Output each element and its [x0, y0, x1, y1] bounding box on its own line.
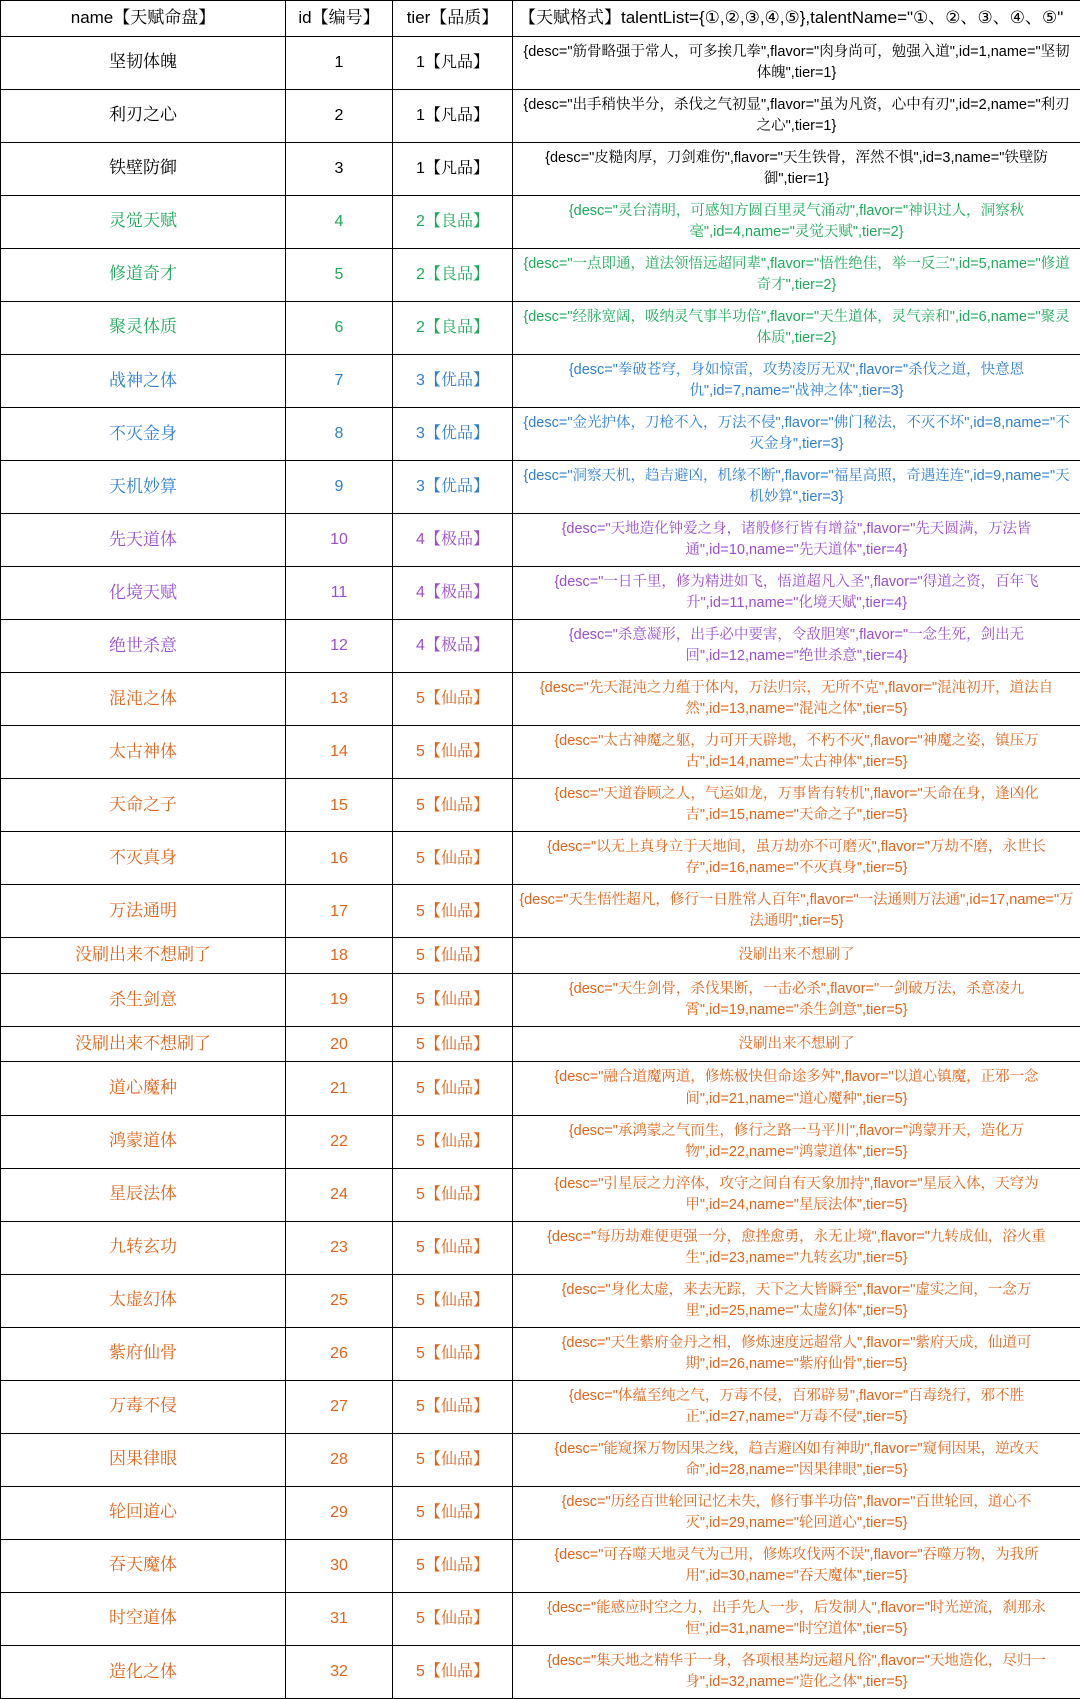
- cell-talent-tier: 5【仙品】: [393, 1026, 513, 1062]
- table-row: [1, 1380, 1080, 1433]
- cell-talent-name: 天命之子: [1, 779, 286, 832]
- table-row: [1, 513, 1080, 566]
- cell-talent-format: {desc="集天地之精华于一身，各项根基均远超凡俗",flavor="天地造化，尽归一身",id=32,name="造化之体",tier=5}: [513, 1645, 1080, 1698]
- cell-talent-tier: 5【仙品】: [393, 673, 513, 726]
- table-row: [1, 1486, 1080, 1539]
- cell-talent-tier: 5【仙品】: [393, 1592, 513, 1645]
- cell-talent-format: {desc="经脉宽阔，吸纳灵气事半功倍",flavor="天生道体，灵气亲和",id=6,name="聚灵体质",tier=2}: [513, 301, 1080, 354]
- cell-talent-tier: 5【仙品】: [393, 1062, 513, 1115]
- cell-talent-tier: 3【优品】: [393, 407, 513, 460]
- cell-talent-name: 战神之体: [1, 354, 286, 407]
- cell-talent-tier: 4【极品】: [393, 619, 513, 672]
- cell-talent-id: 28: [286, 1433, 393, 1486]
- cell-talent-id: 11: [286, 566, 393, 619]
- table-row: [1, 1115, 1080, 1168]
- cell-talent-format: {desc="灵台清明，可感知方圆百里灵气涌动",flavor="神识过人，洞察秋毫",id=4,name="灵觉天赋",tier=2}: [513, 195, 1080, 248]
- cell-talent-id: 10: [286, 513, 393, 566]
- cell-talent-tier: 5【仙品】: [393, 1486, 513, 1539]
- table-row: [1, 1592, 1080, 1645]
- cell-talent-id: 17: [286, 885, 393, 938]
- table-row: [1, 973, 1080, 1026]
- table-header: [1, 1, 1080, 37]
- cell-talent-name: 杀生剑意: [1, 973, 286, 1026]
- cell-talent-name: 混沌之体: [1, 673, 286, 726]
- cell-talent-id: 24: [286, 1168, 393, 1221]
- cell-talent-format: {desc="承鸿蒙之气而生，修行之路一马平川",flavor="鸿蒙开天，造化万物",id=22,name="鸿蒙道体",tier=5}: [513, 1115, 1080, 1168]
- cell-talent-name: 利刃之心: [1, 89, 286, 142]
- column-header-format: 【天赋格式】talentList={①,②,③,④,⑤},talentName="①、②、③、④、⑤": [513, 1, 1080, 37]
- table-row: [1, 354, 1080, 407]
- cell-talent-format: {desc="金光护体，刀枪不入，万法不侵",flavor="佛门秘法，不灭不坏",id=8,name="不灭金身",tier=3}: [513, 407, 1080, 460]
- cell-talent-format: {desc="皮糙肉厚，刀剑难伤",flavor="天生铁骨，浑然不惧",id=3,name="铁壁防御",tier=1}: [513, 142, 1080, 195]
- cell-talent-format: {desc="融合道魔两道，修炼极快但命途多舛",flavor="以道心镇魔，正邪一念间",id=21,name="道心魔种",tier=5}: [513, 1062, 1080, 1115]
- cell-talent-tier: 5【仙品】: [393, 779, 513, 832]
- column-header-tier: tier【品质】: [393, 1, 513, 37]
- cell-talent-tier: 5【仙品】: [393, 1115, 513, 1168]
- cell-talent-id: 1: [286, 36, 393, 89]
- cell-talent-id: 13: [286, 673, 393, 726]
- cell-talent-name: 造化之体: [1, 1645, 286, 1698]
- cell-talent-format: {desc="一点即通，道法领悟远超同辈",flavor="悟性绝佳，举一反三",id=5,name="修道奇才",tier=2}: [513, 248, 1080, 301]
- cell-talent-name: 鸿蒙道体: [1, 1115, 286, 1168]
- cell-talent-id: 30: [286, 1539, 393, 1592]
- cell-talent-name: 天机妙算: [1, 460, 286, 513]
- cell-talent-format: 没刷出来不想刷了: [513, 938, 1080, 974]
- table-body: [1, 36, 1080, 1698]
- cell-talent-format: {desc="天生悟性超凡，修行一日胜常人百年",flavor="一法通则万法通",id=17,name="万法通明",tier=5}: [513, 885, 1080, 938]
- cell-talent-format: {desc="可吞噬天地灵气为己用，修炼攻伐两不误",flavor="吞噬万物，为我所用",id=30,name="吞天魔体",tier=5}: [513, 1539, 1080, 1592]
- cell-talent-tier: 2【良品】: [393, 248, 513, 301]
- cell-talent-tier: 3【优品】: [393, 460, 513, 513]
- cell-talent-name: 铁壁防御: [1, 142, 286, 195]
- cell-talent-tier: 5【仙品】: [393, 726, 513, 779]
- cell-talent-tier: 2【良品】: [393, 195, 513, 248]
- cell-talent-id: 5: [286, 248, 393, 301]
- cell-talent-name: 因果律眼: [1, 1433, 286, 1486]
- table-row: [1, 142, 1080, 195]
- cell-talent-name: 太古神体: [1, 726, 286, 779]
- cell-talent-tier: 5【仙品】: [393, 973, 513, 1026]
- cell-talent-id: 27: [286, 1380, 393, 1433]
- table-row: [1, 89, 1080, 142]
- table-row: [1, 1539, 1080, 1592]
- cell-talent-tier: 4【极品】: [393, 566, 513, 619]
- cell-talent-id: 20: [286, 1026, 393, 1062]
- cell-talent-tier: 2【良品】: [393, 301, 513, 354]
- cell-talent-format: {desc="历经百世轮回记忆未失，修行事半功倍",flavor="百世轮回，道心不灭",id=29,name="轮回道心",tier=5}: [513, 1486, 1080, 1539]
- cell-talent-format: {desc="以无上真身立于天地间，虽万劫亦不可磨灭",flavor="万劫不磨，永世长存",id=16,name="不灭真身",tier=5}: [513, 832, 1080, 885]
- cell-talent-id: 4: [286, 195, 393, 248]
- cell-talent-tier: 5【仙品】: [393, 832, 513, 885]
- cell-talent-format: {desc="天生剑骨，杀伐果断，一击必杀",flavor="一剑破万法，杀意凌九霄",id=19,name="杀生剑意",tier=5}: [513, 973, 1080, 1026]
- cell-talent-id: 32: [286, 1645, 393, 1698]
- cell-talent-name: 万法通明: [1, 885, 286, 938]
- cell-talent-id: 2: [286, 89, 393, 142]
- cell-talent-format: {desc="体蕴至纯之气，万毒不侵，百邪辟易",flavor="百毒绕行，邪不胜正",id=27,name="万毒不侵",tier=5}: [513, 1380, 1080, 1433]
- table-row: [1, 1645, 1080, 1698]
- cell-talent-id: 12: [286, 619, 393, 672]
- cell-talent-name: 不灭金身: [1, 407, 286, 460]
- cell-talent-tier: 4【极品】: [393, 513, 513, 566]
- cell-talent-tier: 5【仙品】: [393, 1168, 513, 1221]
- table-row: [1, 460, 1080, 513]
- cell-talent-name: 万毒不侵: [1, 1380, 286, 1433]
- cell-talent-tier: 5【仙品】: [393, 1274, 513, 1327]
- cell-talent-format: {desc="能感应时空之力，出手先人一步，后发制人",flavor="时光逆流，刹那永恒",id=31,name="时空道体",tier=5}: [513, 1592, 1080, 1645]
- cell-talent-format: {desc="天道眷顾之人，气运如龙，万事皆有转机",flavor="天命在身，逢凶化吉",id=15,name="天命之子",tier=5}: [513, 779, 1080, 832]
- cell-talent-id: 22: [286, 1115, 393, 1168]
- column-header-id: id【编号】: [286, 1, 393, 37]
- cell-talent-id: 6: [286, 301, 393, 354]
- column-header-name: name【天赋命盘】: [1, 1, 286, 37]
- table-row: [1, 673, 1080, 726]
- cell-talent-id: 8: [286, 407, 393, 460]
- cell-talent-format: {desc="杀意凝形，出手必中要害，令敌胆寒",flavor="一念生死，剑出无回",id=12,name="绝世杀意",tier=4}: [513, 619, 1080, 672]
- table-row: [1, 726, 1080, 779]
- header-row: [1, 1, 1080, 37]
- cell-talent-format: {desc="筋骨略强于常人，可多挨几拳",flavor="肉身尚可，勉强入道",id=1,name="坚韧体魄",tier=1}: [513, 36, 1080, 89]
- table-row: [1, 1062, 1080, 1115]
- cell-talent-name: 九转玄功: [1, 1221, 286, 1274]
- table-row: [1, 832, 1080, 885]
- cell-talent-id: 18: [286, 938, 393, 974]
- cell-talent-id: 29: [286, 1486, 393, 1539]
- cell-talent-name: 化境天赋: [1, 566, 286, 619]
- cell-talent-format: {desc="天地造化钟爱之身，诸般修行皆有增益",flavor="先天圆满，万法皆通",id=10,name="先天道体",tier=4}: [513, 513, 1080, 566]
- cell-talent-tier: 1【凡品】: [393, 36, 513, 89]
- cell-talent-name: 星辰法体: [1, 1168, 286, 1221]
- cell-talent-format: {desc="身化太虚，来去无踪，天下之大皆瞬至",flavor="虚实之间，一念万里",id=25,name="太虚幻体",tier=5}: [513, 1274, 1080, 1327]
- table-row: [1, 566, 1080, 619]
- cell-talent-name: 没刷出来不想刷了: [1, 1026, 286, 1062]
- cell-talent-id: 23: [286, 1221, 393, 1274]
- table-row: [1, 1026, 1080, 1062]
- cell-talent-tier: 3【优品】: [393, 354, 513, 407]
- cell-talent-id: 14: [286, 726, 393, 779]
- cell-talent-format: {desc="出手稍快半分，杀伐之气初显",flavor="虽为凡资，心中有刃",id=2,name="利刃之心",tier=1}: [513, 89, 1080, 142]
- cell-talent-id: 3: [286, 142, 393, 195]
- cell-talent-name: 修道奇才: [1, 248, 286, 301]
- cell-talent-format: {desc="一日千里，修为精进如飞，悟道超凡入圣",flavor="得道之资，百年飞升",id=11,name="化境天赋",tier=4}: [513, 566, 1080, 619]
- table-row: [1, 195, 1080, 248]
- cell-talent-format: {desc="天生紫府金丹之相，修炼速度远超常人",flavor="紫府天成，仙道可期",id=26,name="紫府仙骨",tier=5}: [513, 1327, 1080, 1380]
- table-row: [1, 1433, 1080, 1486]
- table-row: [1, 1221, 1080, 1274]
- cell-talent-id: 16: [286, 832, 393, 885]
- table-row: [1, 36, 1080, 89]
- cell-talent-tier: 5【仙品】: [393, 1645, 513, 1698]
- cell-talent-name: 紫府仙骨: [1, 1327, 286, 1380]
- cell-talent-id: 19: [286, 973, 393, 1026]
- cell-talent-tier: 5【仙品】: [393, 1221, 513, 1274]
- table-row: [1, 1168, 1080, 1221]
- cell-talent-tier: 1【凡品】: [393, 142, 513, 195]
- cell-talent-name: 不灭真身: [1, 832, 286, 885]
- cell-talent-id: 21: [286, 1062, 393, 1115]
- cell-talent-name: 坚韧体魄: [1, 36, 286, 89]
- table-row: [1, 301, 1080, 354]
- cell-talent-name: 灵觉天赋: [1, 195, 286, 248]
- cell-talent-format: {desc="先天混沌之力蕴于体内，万法归宗，无所不克",flavor="混沌初开，道法自然",id=13,name="混沌之体",tier=5}: [513, 673, 1080, 726]
- cell-talent-tier: 1【凡品】: [393, 89, 513, 142]
- table-row: [1, 1327, 1080, 1380]
- table-row: [1, 1274, 1080, 1327]
- cell-talent-tier: 5【仙品】: [393, 938, 513, 974]
- cell-talent-format: {desc="每历劫难便更强一分，愈挫愈勇，永无止境",flavor="九转成仙，浴火重生",id=23,name="九转玄功",tier=5}: [513, 1221, 1080, 1274]
- cell-talent-name: 太虚幻体: [1, 1274, 286, 1327]
- table-row: [1, 779, 1080, 832]
- cell-talent-tier: 5【仙品】: [393, 1327, 513, 1380]
- table-row: [1, 938, 1080, 974]
- cell-talent-name: 先天道体: [1, 513, 286, 566]
- cell-talent-tier: 5【仙品】: [393, 1539, 513, 1592]
- cell-talent-id: 15: [286, 779, 393, 832]
- table-row: [1, 407, 1080, 460]
- cell-talent-name: 道心魔种: [1, 1062, 286, 1115]
- cell-talent-format: {desc="太古神魔之躯，力可开天辟地，不朽不灭",flavor="神魔之姿，镇压万古",id=14,name="太古神体",tier=5}: [513, 726, 1080, 779]
- table-row: [1, 248, 1080, 301]
- cell-talent-name: 聚灵体质: [1, 301, 286, 354]
- cell-talent-id: 31: [286, 1592, 393, 1645]
- cell-talent-id: 7: [286, 354, 393, 407]
- cell-talent-tier: 5【仙品】: [393, 1433, 513, 1486]
- cell-talent-id: 26: [286, 1327, 393, 1380]
- cell-talent-format: {desc="洞察天机，趋吉避凶，机缘不断",flavor="福星高照，奇遇连连",id=9,name="天机妙算",tier=3}: [513, 460, 1080, 513]
- cell-talent-format: {desc="能窥探万物因果之线，趋吉避凶如有神助",flavor="窥伺因果，逆改天命",id=28,name="因果律眼",tier=5}: [513, 1433, 1080, 1486]
- cell-talent-format: 没刷出来不想刷了: [513, 1026, 1080, 1062]
- cell-talent-name: 吞天魔体: [1, 1539, 286, 1592]
- cell-talent-name: 没刷出来不想刷了: [1, 938, 286, 974]
- cell-talent-name: 轮回道心: [1, 1486, 286, 1539]
- cell-talent-name: 绝世杀意: [1, 619, 286, 672]
- cell-talent-tier: 5【仙品】: [393, 1380, 513, 1433]
- cell-talent-id: 25: [286, 1274, 393, 1327]
- cell-talent-format: {desc="拳破苍穹，身如惊雷，攻势凌厉无双",flavor="杀伐之道，快意恩仇",id=7,name="战神之体",tier=3}: [513, 354, 1080, 407]
- cell-talent-tier: 5【仙品】: [393, 885, 513, 938]
- cell-talent-format: {desc="引星辰之力淬体，攻守之间自有天象加持",flavor="星辰入体，天穹为甲",id=24,name="星辰法体",tier=5}: [513, 1168, 1080, 1221]
- table-row: [1, 619, 1080, 672]
- cell-talent-name: 时空道体: [1, 1592, 286, 1645]
- cell-talent-id: 9: [286, 460, 393, 513]
- table-row: [1, 885, 1080, 938]
